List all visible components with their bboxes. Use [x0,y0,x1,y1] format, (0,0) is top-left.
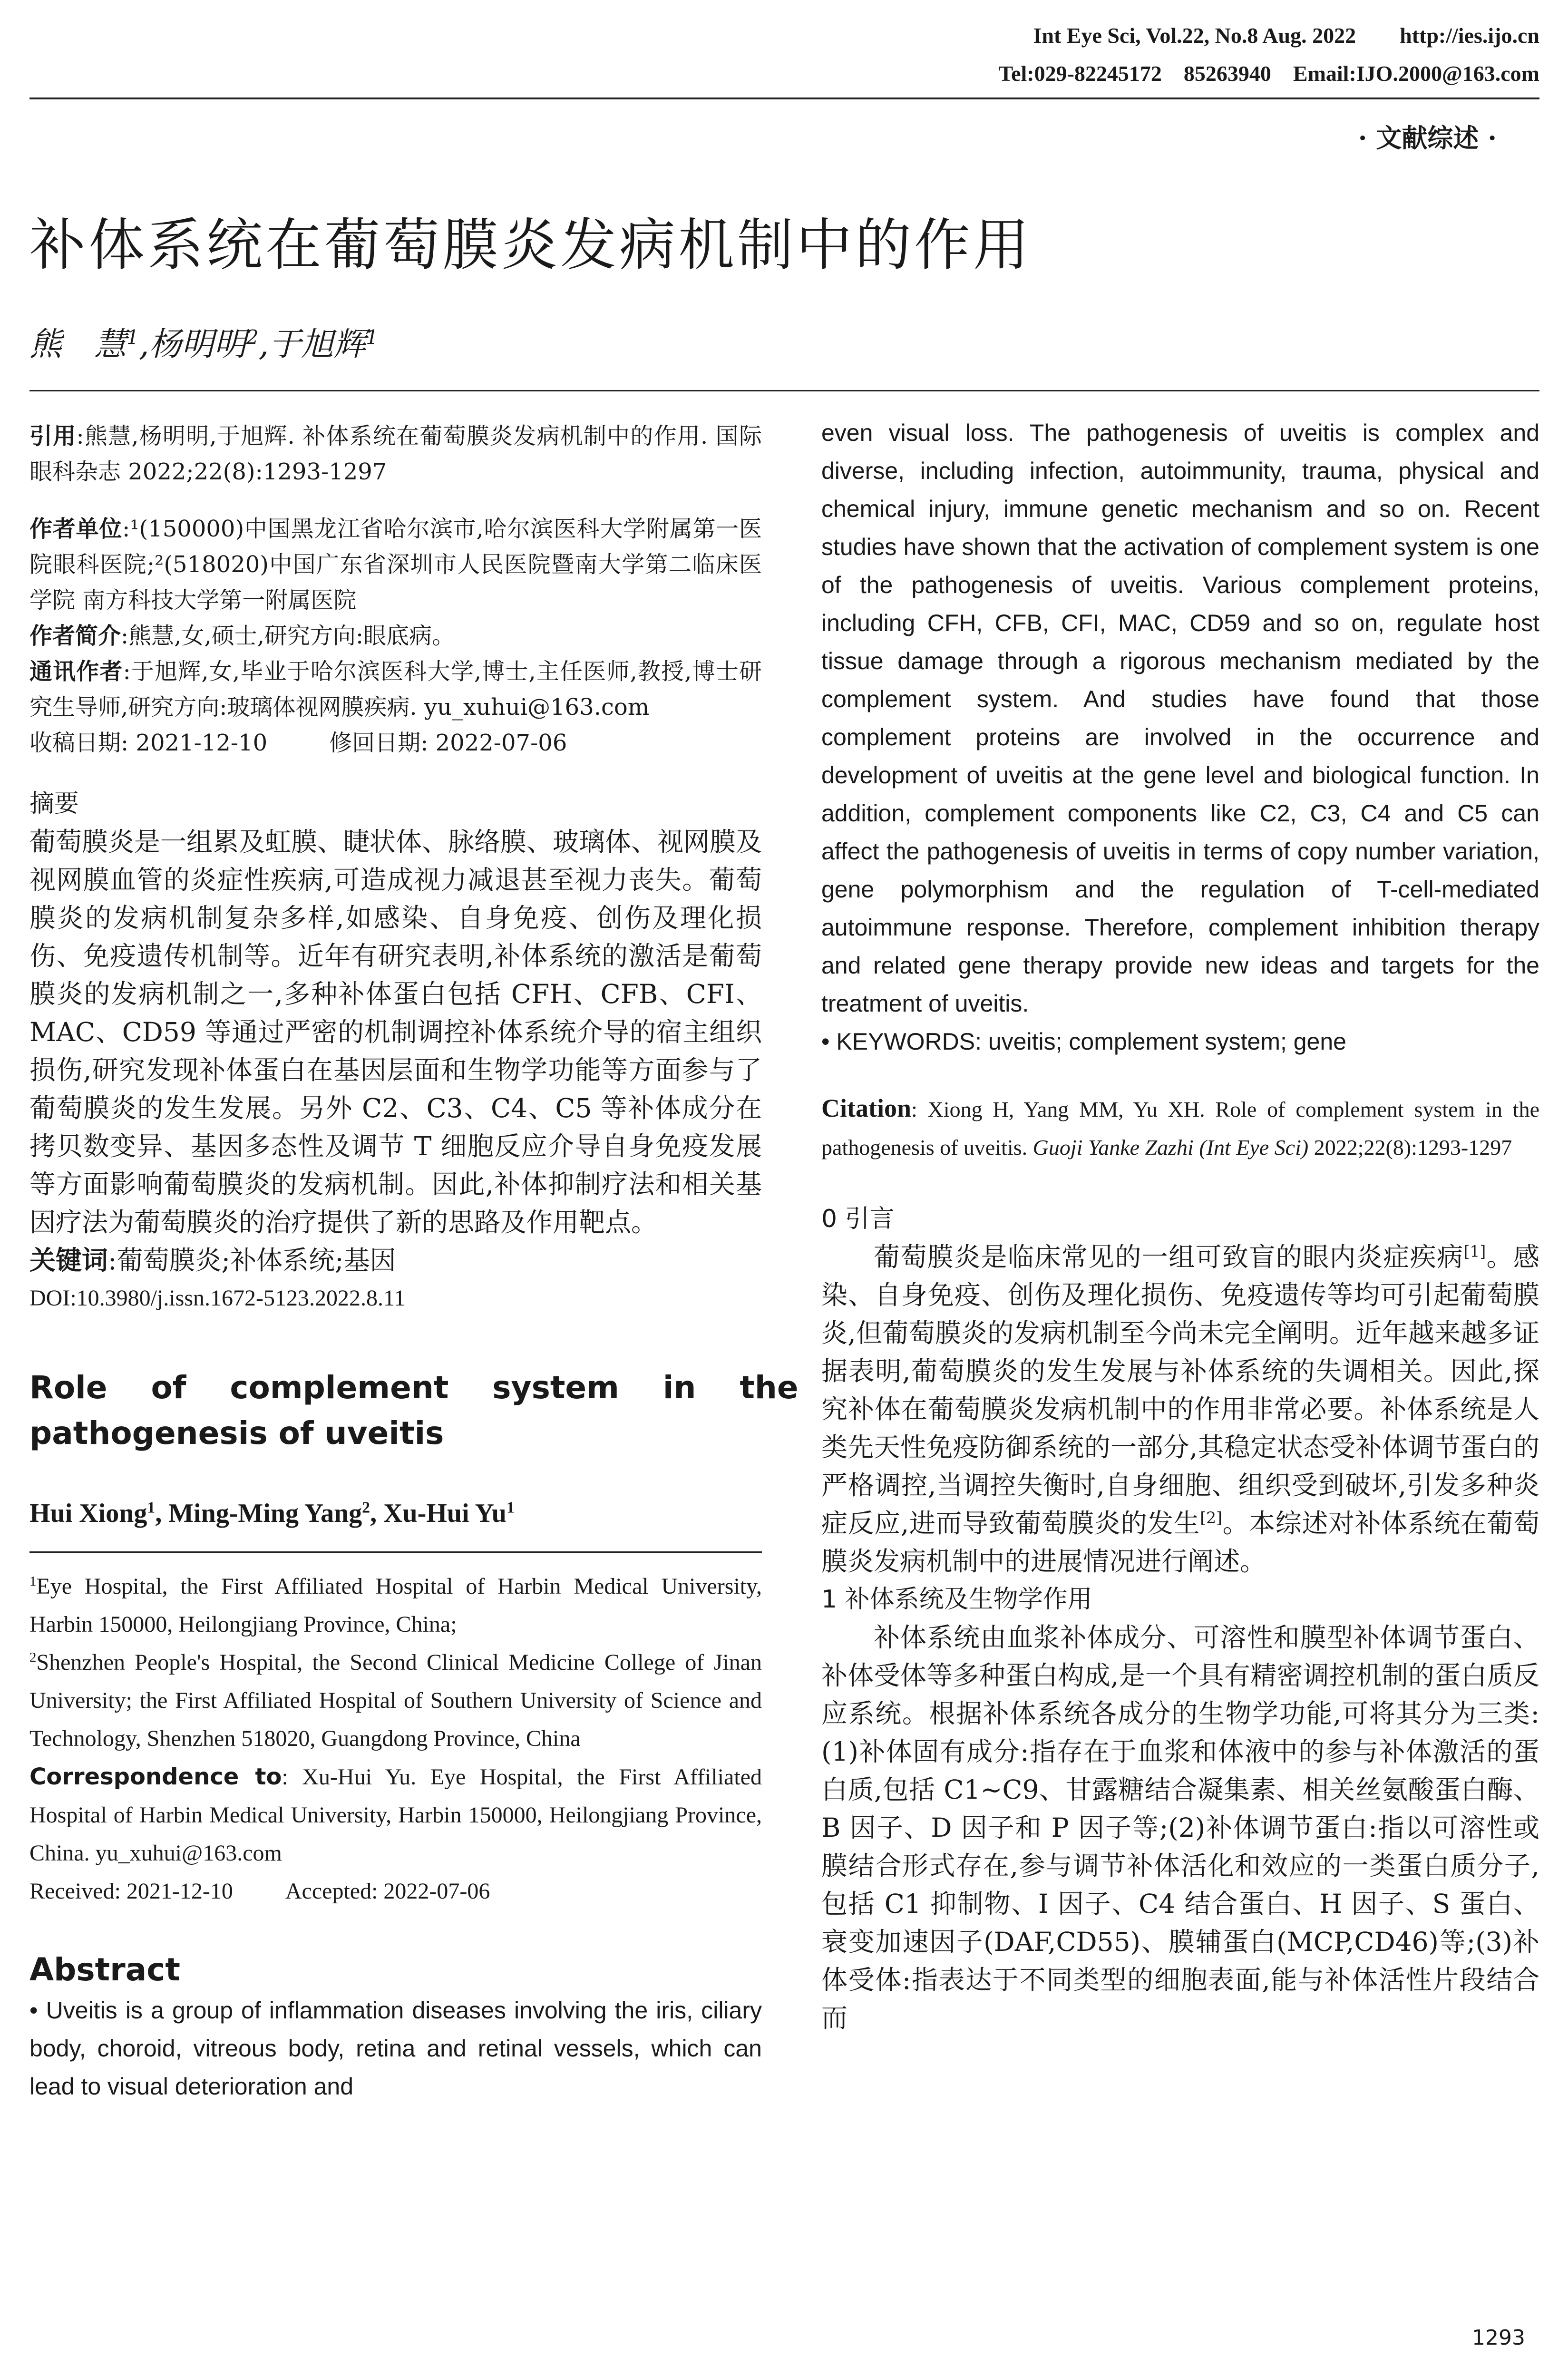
author-en-2-sup: 2 [362,1499,370,1517]
authors-en [29,1494,762,1532]
dates-cn [29,725,762,761]
revised-cn: 修回日期: 2022-07-06 [329,730,567,756]
title-rule [29,390,1539,391]
affiliation-cn-text: :¹(150000)中国黑龙江省哈尔滨市,哈尔滨医科大学附属第一医院眼科医院;²(518020)中国广东省深圳市人民医院暨南大学第二临床医学院 南方科技大学第一附属医院 [29,516,762,614]
correspondence-en-text: : Xu-Hui Yu. Eye Hospital, the First Affiliated Hospital of Harbin Medical University, Harbin 150000, Heilongjiang Province, China. yu_xuhui@163.com [29,1764,762,1866]
author-en-1-sup: 1 [147,1499,156,1517]
section-0-text-c: 。本综述对补体系统在葡萄膜炎发病机制中的进展情况进行阐述。 [821,1508,1539,1577]
left-column [29,419,799,2105]
doi: DOI:10.3980/j.issn.1672-5123.2022.8.11 [29,1286,406,1311]
abstract-en-continued: even visual loss. The pathogenesis of uveitis is complex and diverse, including infection, autoimmunity, trauma, physical and chemical injury, immune genetic mechanism and so on. Recent studies have shown that the activation of complement system is one of the pathogenesis of uveitis. Various complement proteins, including CFH, CFB, CFI, MAC, CD59 and so on, regulate host tissue damage through a rigorous mechanism mediated by the complement system. And studies have found that those complement proteins are involved in the occurrence and development of uveitis at the gene level and biological function. In addition, complement components like C2, C3, C4 and C5 can affect the pathogenesis of uveitis in terms of copy number variation, gene polymorphism and the regulation of T-cell-mediated autoimmune response. Therefore, complement inhibition therapy and related gene therapy provide new ideas and targets for the treatment of uveitis. [821,419,1539,1017]
citation-en-label: Citation [821,1094,911,1122]
citation-cn [29,419,762,490]
author-en-3-sup: 1 [506,1499,515,1517]
author-bio-cn-text: :熊慧,女,硕士,研究方向:眼底病。 [121,623,455,649]
author-cn-3-sup: 1 [366,326,379,349]
citation-en-text: : Xiong H, Yang MM, Yu XH. Role of complement system in the pathogenesis of uveitis. [821,1097,1539,1159]
affiliation-cn-label: 作者单位 [29,516,123,542]
right-column [821,414,1539,2037]
abstract-cn-body: 葡萄膜炎是一组累及虹膜、睫状体、脉络膜、玻璃体、视网膜及视网膜血管的炎症性疾病,可造成视力减退甚至视力丧失。葡萄膜炎的发病机制复杂多样,如感染、自身免疫、创伤及理化损伤、免疫遗传机制等。近年有研究表明,补体系统的激活是葡萄膜炎的发病机制之一,多种补体蛋白包括 CFH、CFB、CFI、MAC、CD59 等通过严密的机制调控补体系统介导的宿主组织损伤,研究发现补体蛋白在基因层面和生物学功能等方面参与了葡萄膜炎的发生发展。另外 C2、C3、C4、C5 等补体成分在拷贝数变异、基因多态性及调节 T 细胞反应介导自身免疫发展等方面影响葡萄膜炎的发病机制。因此,补体抑制疗法和相关基因疗法为葡萄膜炎的治疗提供了新的思路及作用靶点。 [29,827,762,1237]
title-en-line2: pathogenesis of uveitis [29,1415,444,1452]
keywords-cn-text: :葡萄膜炎;补体系统;基因 [108,1245,396,1276]
section-1-heading: 1 补体系统及生物学作用 [821,1585,1092,1614]
accepted-en: Accepted: 2022-07-06 [285,1879,490,1904]
author-en-3: , Xu-Hui Yu [370,1499,506,1528]
affiliation-en-1-text: Eye Hospital, the First Affiliated Hospital of Harbin Medical University, Harbin 150000, Heilongjiang Province, China; [29,1574,762,1637]
citation-en-journal: Guoji Yanke Zazhi (Int Eye Sci) [1032,1135,1309,1159]
correspondence-en [29,1758,762,1872]
abstract-en-start: • Uveitis is a group of inflammation diseases involving the iris, ciliary body, choroid, vitreous body, retina and retinal vessels, which can lead to visual deterioration and [29,1997,762,2100]
received-en: Received: 2021-12-10 [29,1879,233,1904]
author-cn-1: 熊 慧 [29,326,127,363]
journal-header-line1: Int Eye Sci, Vol.22, No.8 Aug. 2022 http://ies.ijo.cn [1033,23,1539,48]
author-en-2: , Ming-Ming Yang [155,1499,362,1528]
dates-en [29,1872,762,1910]
author-bio-cn [29,618,762,654]
citation-en-volume: 2022;22(8):1293-1297 [1308,1135,1512,1159]
corresponding-cn-text: :于旭辉,女,毕业于哈尔滨医科大学,博士,主任医师,教授,博士研究生导师,研究方向:玻璃体视网膜疾病. yu_xuhui@163.com [29,658,762,721]
author-cn-2-sup: 2 [246,326,259,349]
author-cn-1-sup: 1 [127,326,139,349]
keywords-en: • KEYWORDS: uveitis; complement system; gene [821,1028,1346,1055]
affiliation-en-1: $^1$Eye Hospital, the First Affiliated Hospital of Harbin Medical University, Harbin 150000, Heilongjiang Province, China; [29,1574,762,1637]
keywords-cn [29,1241,762,1279]
corresponding-cn-label: 通讯作者 [29,658,123,685]
corresponding-cn [29,654,762,725]
page-number: 1293 [1472,2326,1525,2350]
reference-1-link[interactable]: [1] [1463,1242,1486,1261]
authors-en-rule [29,1551,762,1553]
author-en-1: Hui Xiong [29,1499,147,1528]
journal-header-line2: Tel:029-82245172 85263940 Email:IJO.2000@163.com [998,61,1539,86]
affiliation-cn [29,511,762,618]
title-en-line1: Role of complement system in the [29,1369,799,1406]
author-bio-cn-label: 作者简介 [29,623,121,649]
abstract-cn-heading: 摘要 [29,789,79,818]
affiliation-en-2-text: Shenzhen People's Hospital, the Second Clinical Medicine College of Jinan University; the First Affiliated Hospital of Southern University of Science and Technology, Shenzhen 518020, Guangdong Province, China [29,1650,762,1751]
reference-2-link[interactable]: [2] [1200,1508,1222,1527]
received-cn: 收稿日期: 2021-12-10 [29,730,268,756]
abstract-en-heading: Abstract [29,1951,180,1988]
keywords-cn-label: 关键词 [29,1245,108,1276]
author-cn-2: ,杨明明 [138,326,246,363]
citation-cn-label: 引用 [29,423,77,449]
title-cn: 补体系统在葡萄膜炎发病机制中的作用 [29,212,1032,278]
section-0-heading: 0 引言 [821,1205,895,1233]
section-0-paragraph [821,1238,1539,1580]
section-1-paragraph: 补体系统由血浆补体成分、可溶性和膜型补体调节蛋白、补体受体等多种蛋白构成,是一个具有精密调控机制的蛋白质反应系统。根据补体系统各成分的生物学功能,可将其分为三类:(1)补体固有成分:指存在于血浆和体液中的参与补体激活的蛋白质,包括 C1~C9、甘露糖结合凝集素、相关丝氨酸蛋白酶、B 因子、D 因子和 P 因子等;(2)补体调节蛋白:指以可溶性或膜结合形式存在,参与调节补体活化和效应的一类蛋白质分子,包括 C1 抑制物、I 因子、C4 结合蛋白、H 因子、S 蛋白、衰变加速因子(DAF,CD55)、膜辅蛋白(MCP,CD46)等;(3)补体受体:指表达于不同类型的细胞表面,能与补体活性片段结合而 [821,1622,1539,2033]
citation-en [821,1089,1539,1167]
column-tag: · 文献综述 · [1358,123,1497,153]
affiliation-en-2: $^2$Shenzhen People's Hospital, the Second Clinical Medicine College of Jinan University; the First Affiliated Hospital of Southern University of Science and Technology, Shenzhen 518020, Guangdong Province, China [29,1650,762,1751]
correspondence-en-label: Correspondence to [29,1763,282,1790]
section-0-text-b: 。感染、自身免疫、创伤及理化损伤、免疫遗传等均可引起葡萄膜炎,但葡萄膜炎的发病机制至今尚未完全阐明。近年越来越多证据表明,葡萄膜炎的发生发展与补体系统的失调相关。因此,探究补体在葡萄膜炎发病机制中的作用非常必要。补体系统是人类先天性免疫防御系统的一部分,其稳定状态受补体调节蛋白的严格调控,当调控失衡时,自身细胞、组织受到破坏,引发多种炎症反应,进而导致葡萄膜炎的发生 [821,1242,1539,1539]
header-rule [29,97,1539,99]
authors-cn [29,319,378,365]
author-cn-3: ,于旭辉 [258,326,366,363]
citation-cn-text: :熊慧,杨明明,于旭辉. 补体系统在葡萄膜炎发病机制中的作用. 国际眼科杂志 2022;22(8):1293-1297 [29,423,762,485]
section-0-text-a: 葡萄膜炎是临床常见的一组可致盲的眼内炎症疾病 [874,1242,1464,1272]
